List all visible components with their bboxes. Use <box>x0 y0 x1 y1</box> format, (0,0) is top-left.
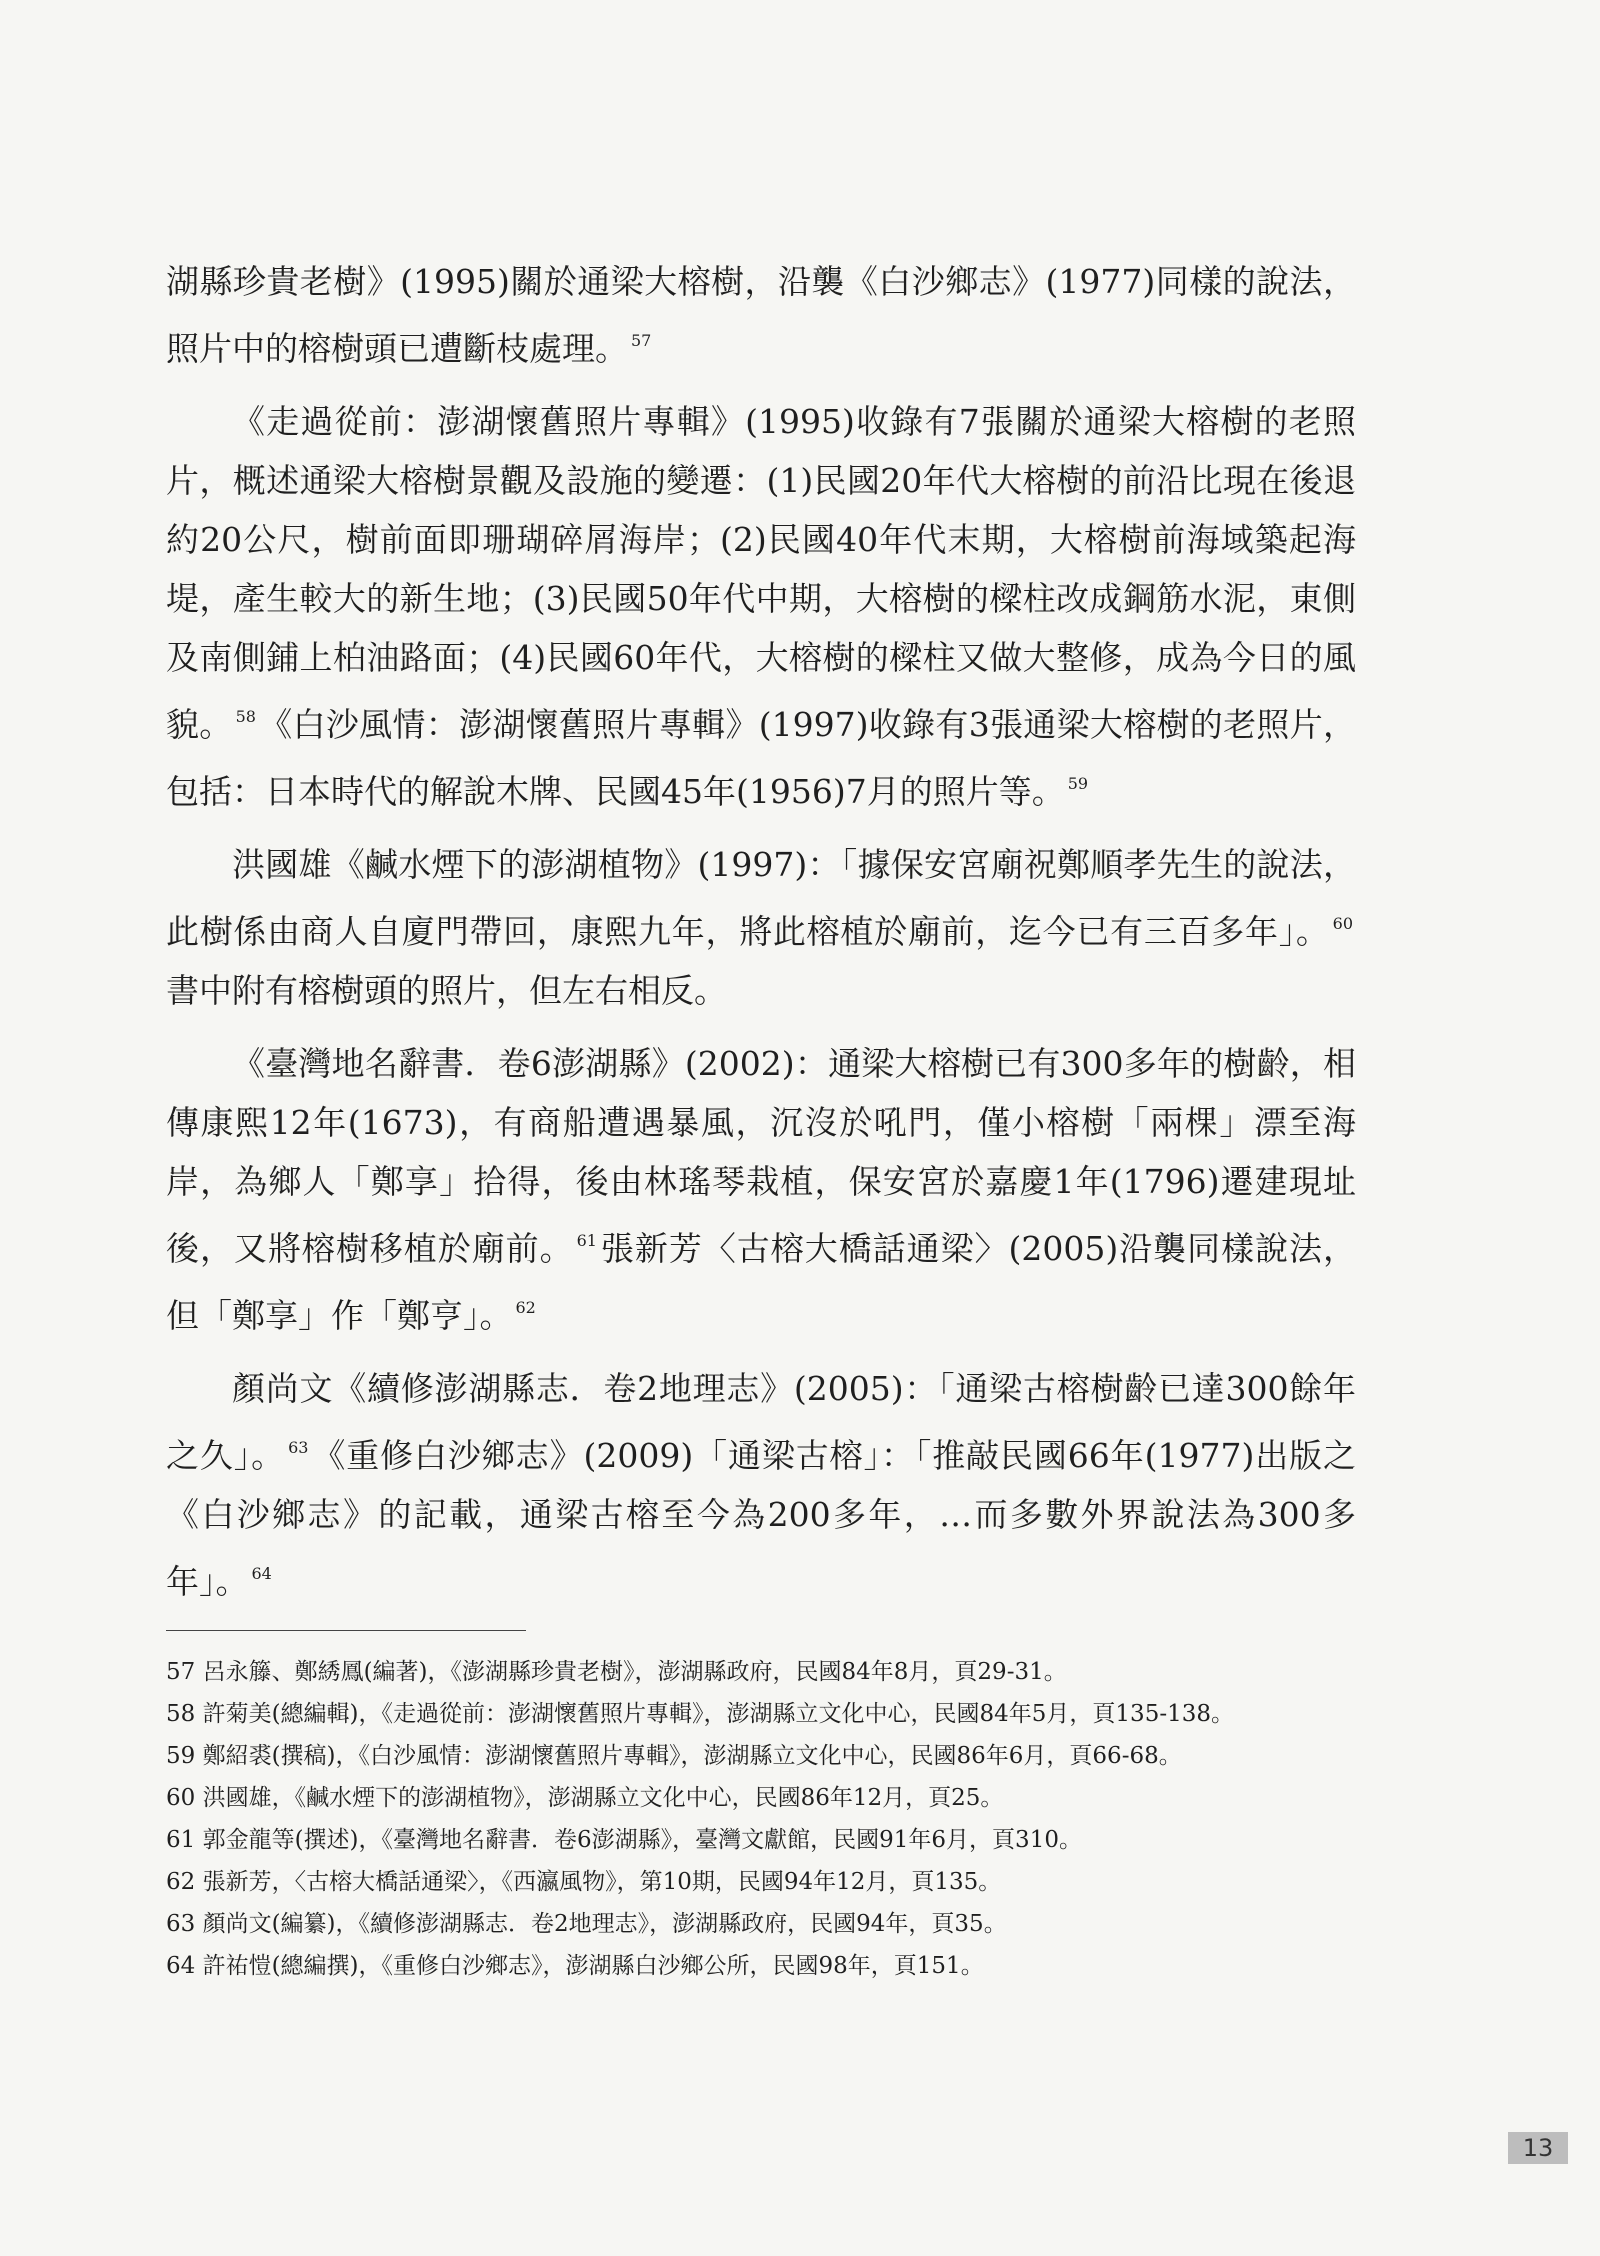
paragraph-text: 湖縣珍貴老樹》(1995)關於通梁大榕樹，沿襲《白沙鄉志》(1977)同樣的說法，照片中的榕樹頭已遭斷枝處理。 <box>166 262 1356 368</box>
paragraph-text: 張新芳〈古榕大橋話通梁〉(2005)沿襲同樣說法，但「鄭享」作「鄭亨」。 <box>166 1229 1357 1335</box>
footnote-ref: 62 <box>515 1298 536 1317</box>
footnote-ref: 59 <box>1067 774 1089 793</box>
footnote-item: 60 洪國雄，《鹹水煙下的澎湖植物》，澎湖縣立文化中心，民國86年12月，頁25。 <box>166 1785 1004 1811</box>
footnote-rule <box>166 1630 526 1631</box>
footnote-item: 58 許菊美(總編輯)，《走過從前：澎湖懷舊照片專輯》，澎湖縣立文化中心，民國84年5月，頁135-138。 <box>166 1701 1234 1727</box>
footnote-ref: 60 <box>1332 914 1353 933</box>
footnote-item: 61 郭金龍等(撰述)，《臺灣地名辭書．卷6澎湖縣》，臺灣文獻館，民國91年6月，頁310。 <box>166 1827 1082 1853</box>
paragraph <box>166 835 1356 1020</box>
footnote-ref: 58 <box>235 707 256 726</box>
paragraph <box>166 392 1356 821</box>
paragraph-text: 《重修白沙鄉志》(2009)「通梁古榕」：「推敲民國66年(1977)出版之《白沙鄉志》的記載，通梁古榕至今為200多年，…而多數外界說法為300多年」。 <box>166 1436 1356 1601</box>
footnotes <box>166 1654 1356 1990</box>
footnote-item: 57 呂永籐、鄭綉鳳(編著)，《澎湖縣珍貴老樹》，澎湖縣政府，民國84年8月，頁29-31。 <box>166 1659 1067 1685</box>
paragraph-text: 《臺灣地名辭書．卷6澎湖縣》(2002)：通梁大榕樹已有300多年的樹齡，相傳康熙12年(1673)，有商船遭遇暴風，沉沒於吼門，僅小榕樹「兩棵」漂至海岸，為鄉人「鄭享」拾得，後由林瑤琴栽植，保安宮於嘉慶1年(1796)遷建現址後，又將榕樹移植於廟前。 <box>166 1044 1356 1268</box>
paragraph-text: 洪國雄《鹹水煙下的澎湖植物》(1997)：「據保安宮廟祝鄭順孝先生的說法，此樹係由商人自廈門帶回，康熙九年，將此榕植於廟前，迄今已有三百多年」。 <box>166 845 1356 951</box>
footnote-item: 64 許祐愷(總編撰)，《重修白沙鄉志》，澎湖縣白沙鄉公所，民國98年，頁151。 <box>166 1953 984 1979</box>
footnote-ref: 64 <box>251 1564 272 1583</box>
paragraph-text: 《走過從前：澎湖懷舊照片專輯》(1995)收錄有7張關於通梁大榕樹的老照片，概述通梁大榕樹景觀及設施的變遷：(1)民國20年代大榕樹的前沿比現在後退約20公尺，樹前面即珊瑚碎屑海岸；(2)民國40年代末期，大榕樹前海域築起海堤，產生較大的新生地；(3)民國50年代中期，大榕樹的樑柱改成鋼筋水泥，東側及南側鋪上柏油路面；(4)民國60年代，大榕樹的樑柱又做大整修，成為今日的風貌。 <box>166 402 1356 744</box>
footnote-ref: 63 <box>288 1438 309 1457</box>
paragraph <box>166 252 1356 378</box>
paragraph <box>166 1034 1356 1345</box>
paragraph-text: 顏尚文《續修澎湖縣志．卷2地理志》(2005)：「通梁古榕樹齡已達300餘年之久」。 <box>166 1369 1356 1475</box>
footnote-item: 59 鄭紹裘(撰稿)，《白沙風情：澎湖懷舊照片專輯》，澎湖縣立文化中心，民國86年6月，頁66-68。 <box>166 1743 1182 1769</box>
paragraph-text: 書中附有榕樹頭的照片，但左右相反。 <box>166 971 727 1010</box>
footnote-ref: 57 <box>631 331 652 350</box>
paragraph <box>166 1359 1356 1611</box>
footnote-item: 63 顏尚文(編纂)，《續修澎湖縣志．卷2地理志》，澎湖縣政府，民國94年，頁35。 <box>166 1911 1007 1937</box>
body-text <box>166 252 1356 1611</box>
paragraph-text: 《白沙風情：澎湖懷舊照片專輯》(1997)收錄有3張通梁大榕樹的老照片，包括：日本時代的解說木牌、民國45年(1956)7月的照片等。 <box>166 705 1357 811</box>
page-number: 13 <box>1508 2132 1568 2164</box>
footnote-item: 62 張新芳，〈古榕大橋話通梁〉，《西瀛風物》，第10期，民國94年12月，頁135。 <box>166 1869 1002 1895</box>
footnote-ref: 61 <box>576 1231 597 1250</box>
